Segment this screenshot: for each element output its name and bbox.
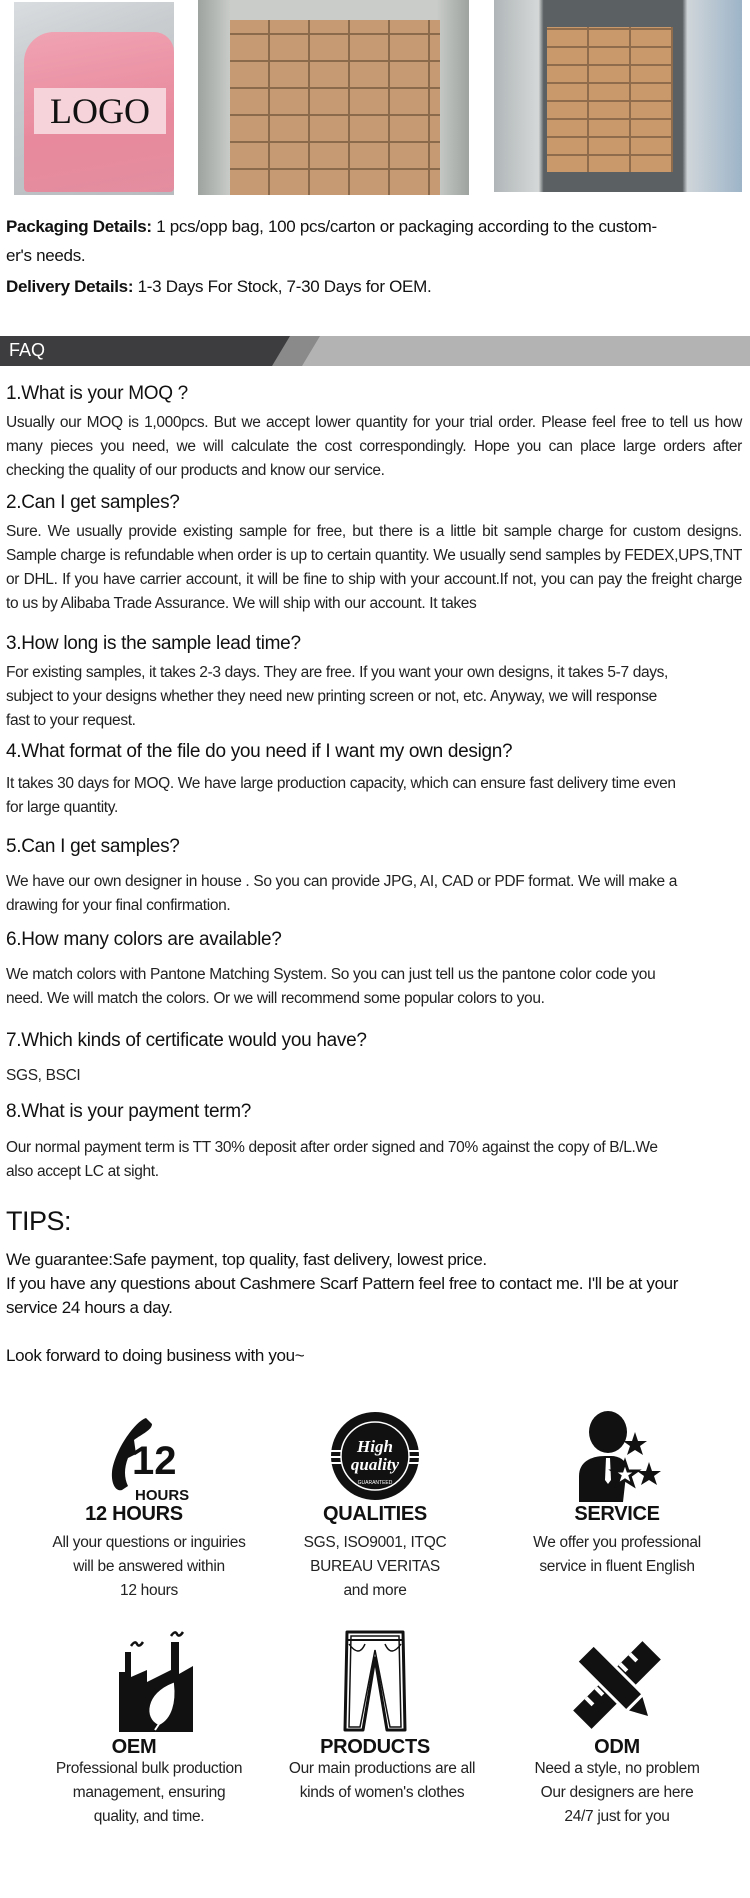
faq-answer-1: Usually our MOQ is 1,000pcs. But we accept lower quantity for your trial order. Please feel free to tell us how many pieces you need, we will calculate the cost correspondingly. Hope you can place large orders after checking the quality of our products and know our service.: [6, 414, 742, 479]
feature-desc-12-hours: [29, 1531, 269, 1603]
packaging-label: Packaging Details:: [6, 217, 152, 236]
feature-products: [255, 1630, 495, 1735]
feature-title-qualities: QUALITIES: [323, 1503, 427, 1525]
packaging-value: 1 pcs/opp bag, 100 pcs/carton or packaging according to the custom-: [151, 217, 657, 236]
faq-answer-3: For existing samples, it takes 2-3 days. They are free. If you want your own designs, it takes 5-7 days, subject to your designs whether they need new printing screen or not, etc. Anyway, we will response fast to your request.: [6, 664, 669, 729]
feature-12-hours: [29, 1412, 269, 1504]
badge-text-quality: quality: [350, 1455, 400, 1474]
badge-text-guaranteed: GUARANTEED: [357, 1480, 393, 1486]
feature-desc-products: [262, 1757, 502, 1805]
faq-answer-2: Sure. We usually provide existing sample for free, but there is a little bit sample charge for custom designs. Sample charge is refundable when order is up to certain quantity. We usually send samples by FEDEX,UPS,TNT or DHL. If you have carrier account, it will be fine to ship with your account.If not, you can pay the freight charge to us by Alibaba Trade Assurance. We will ship with our account. It takes: [6, 523, 742, 612]
faq-answer-7: SGS, BSCI: [6, 1067, 81, 1084]
phone-12-hours-icon: [94, 1412, 204, 1504]
desc-line: quality, and time.: [93, 1808, 205, 1825]
feature-qualities: [255, 1410, 495, 1502]
feature-desc-oem: [29, 1757, 269, 1829]
packaging-details: [6, 217, 657, 237]
desc-line: We offer you professional: [533, 1534, 701, 1551]
feature-odm: [497, 1640, 737, 1730]
tips-heading: TIPS:: [6, 1206, 72, 1236]
faq-question-6: 6.How many colors are available?: [6, 929, 282, 950]
delivery-label: Delivery Details:: [6, 277, 134, 296]
faq-question-1: 1.What is your MOQ ?: [6, 383, 188, 404]
feature-desc-service: [497, 1531, 737, 1579]
packaging-photo-bag: [14, 2, 174, 195]
feature-desc-odm: [497, 1757, 737, 1829]
feature-title-service: SERVICE: [574, 1503, 660, 1525]
faq-header-bar: [0, 336, 750, 366]
feature-oem: [29, 1622, 269, 1732]
desc-line: Professional bulk production: [55, 1760, 243, 1777]
desc-line: service in fluent English: [539, 1558, 695, 1575]
carton-stack: [230, 20, 440, 195]
faq-answer-4: It takes 30 days for MOQ. We have large production capacity, which can ensure fast delivery time even for large quantity.: [6, 775, 676, 816]
badge-text-high: High: [357, 1437, 393, 1456]
faq-question-2: 2.Can I get samples?: [6, 492, 180, 513]
tips-closing: Look forward to doing business with you~: [6, 1346, 305, 1365]
desc-line: 12 hours: [120, 1582, 178, 1599]
desc-line: Our main productions are all: [288, 1760, 476, 1777]
desc-line: will be answered within: [73, 1558, 225, 1575]
desc-line: Our designers are here: [540, 1784, 694, 1801]
feature-title-odm: ODM: [594, 1736, 640, 1758]
service-person-stars-icon: [567, 1410, 667, 1502]
logo-label: LOGO: [34, 88, 166, 134]
faq-question-4: 4.What format of the file do you need if I want my own design?: [6, 741, 513, 762]
trousers-icon: [335, 1630, 415, 1735]
desc-line: and more: [343, 1582, 407, 1599]
container-cartons: [547, 27, 673, 172]
faq-question-8: 8.What is your payment term?: [6, 1101, 252, 1122]
packaging-details-cont: er's needs.: [6, 246, 86, 265]
faq-heading: FAQ: [9, 340, 46, 360]
desc-line: 24/7 just for you: [564, 1808, 670, 1825]
faq-question-3: 3.How long is the sample lead time?: [6, 633, 301, 654]
feature-desc-qualities: [255, 1531, 495, 1603]
tips-guarantee: We guarantee:Safe payment, top quality, fast delivery, lowest price.: [6, 1250, 487, 1269]
feature-title-12-hours: 12 HOURS: [85, 1503, 183, 1525]
faq-answer-8: Our normal payment term is TT 30% deposit after order signed and 70% against the copy of B/L.We also accept LC at sight.: [6, 1139, 658, 1180]
feature-title-oem: OEM: [111, 1736, 157, 1758]
icon-hours-text: HOURS: [135, 1487, 190, 1504]
packaging-photo-container: [494, 0, 742, 192]
desc-line: Need a style, no problem: [534, 1760, 700, 1777]
delivery-value: 1-3 Days For Stock, 7-30 Days for OEM.: [133, 277, 432, 296]
packaging-photo-cartons: [198, 0, 469, 195]
faq-question-5: 5.Can I get samples?: [6, 836, 180, 857]
icon-12-text: 12: [132, 1439, 177, 1483]
desc-line: BUREAU VERITAS: [310, 1558, 440, 1575]
desc-line: All your questions or inguiries: [52, 1534, 246, 1551]
desc-line: management, ensuring: [72, 1784, 226, 1801]
feature-title-products: PRODUCTS: [320, 1736, 430, 1758]
delivery-details: [6, 277, 431, 297]
feature-service: [497, 1410, 737, 1502]
tips-contact: If you have any questions about Cashmere Scarf Pattern feel free to contact me. I'll be at your service 24 hours a day.: [6, 1274, 679, 1317]
faq-answer-6: We match colors with Pantone Matching System. So you can just tell us the pantone color code you need. We will match the colors. Or we will recommend some popular colors to you.: [6, 966, 656, 1007]
desc-line: kinds of women's clothes: [299, 1784, 465, 1801]
faq-answer-5: We have our own designer in house . So you can provide JPG, AI, CAD or PDF format. We will make a drawing for your final confirmation.: [6, 873, 678, 914]
high-quality-badge-icon: [325, 1410, 425, 1502]
desc-line: SGS, ISO9001, ITQC: [303, 1534, 447, 1551]
faq-question-7: 7.Which kinds of certificate would you have?: [6, 1030, 367, 1051]
factory-leaf-icon: [99, 1622, 199, 1732]
pencil-ruler-icon: [572, 1640, 662, 1730]
